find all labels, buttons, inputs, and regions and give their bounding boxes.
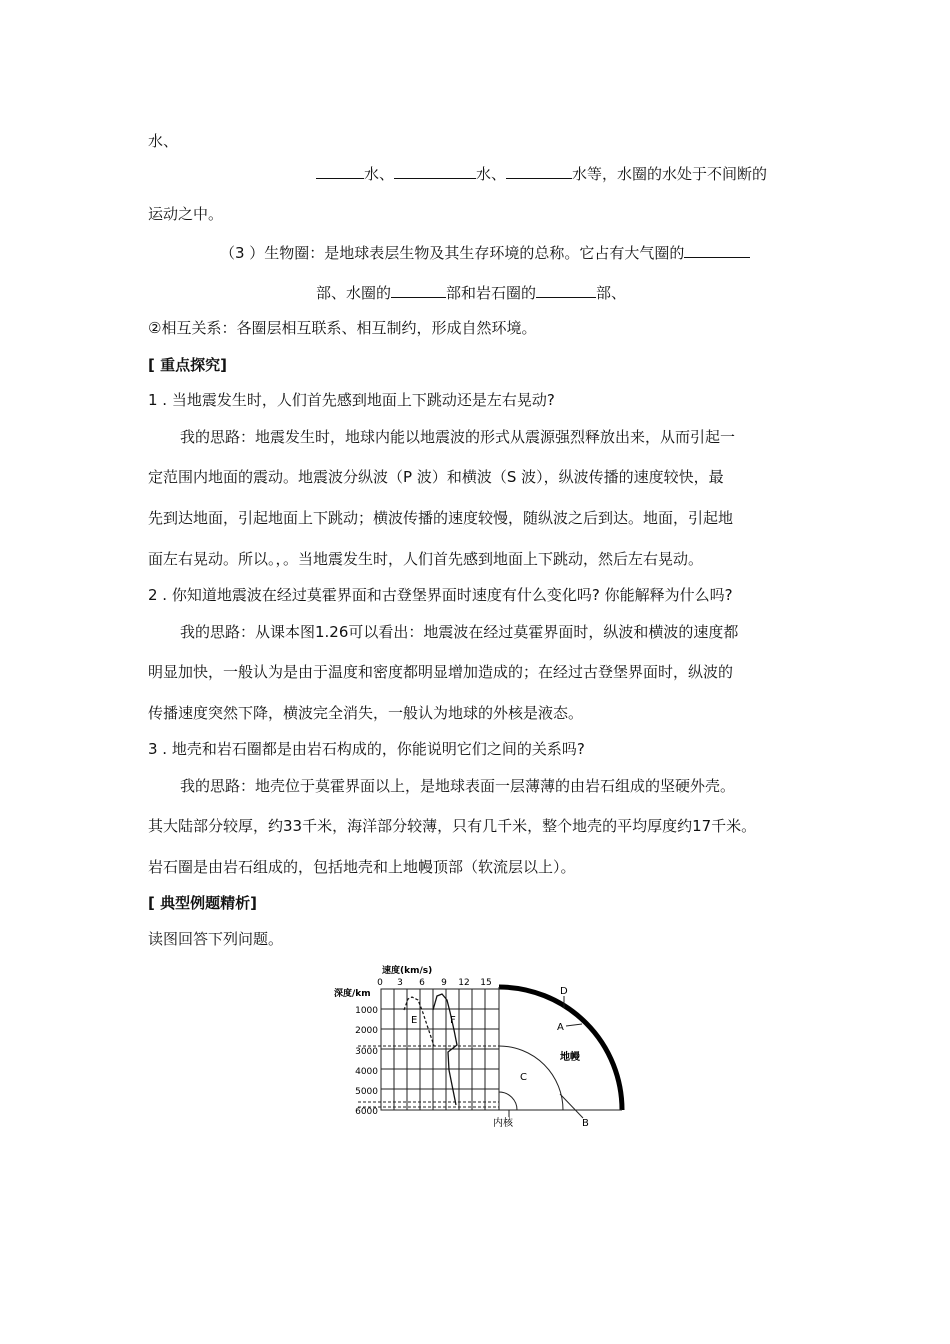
inner-core-boundary: [499, 1092, 517, 1110]
blank-line: [391, 283, 446, 298]
blank-line: [506, 164, 572, 179]
text-line: 水、: [148, 132, 179, 150]
question: 3 . 地壳和岩石圈都是由岩石构成的，你能说明它们之间的关系吗?: [148, 740, 585, 758]
depth-axis-label: 深度/km: [334, 989, 371, 999]
question: 1 . 当地震发生时，人们首先感到地面上下跳动还是左右晃动?: [148, 391, 555, 409]
speed-tick: 12: [458, 978, 470, 988]
earth-interior-diagram: [330, 960, 640, 1135]
text-line-with-blanks: （3 ）生物圈：是地球表层生物及其生存环境的总称。它占有大气圈的: [220, 243, 750, 263]
question-prompt: 读图回答下列问题。: [148, 930, 284, 948]
mantle-label: 地幔: [560, 1052, 580, 1063]
blank-line: [684, 243, 750, 258]
text-line-with-blanks: 部、水圈的 部和岩石圈的 部、: [316, 284, 627, 302]
speed-tick: 6: [419, 978, 425, 988]
answer-line: 定范围内地面的震动。地震波分纵波（P 波）和横波（S 波），纵波传播的速度较快，最: [148, 468, 724, 486]
answer-line: 面左右晃动。所以。，。当地震发生时，人们首先感到地面上下跳动，然后左右晃动。: [148, 550, 704, 568]
blank-line: [536, 283, 596, 298]
label-c: C: [520, 1072, 527, 1083]
label-f: F: [450, 1015, 456, 1026]
answer-line: 明显加快，一般认为是由于温度和密度都明显增加造成的；在经过古登堡界面时，纵波的: [148, 663, 734, 681]
wave-curve-e: [404, 997, 434, 1046]
label-d: D: [560, 986, 568, 997]
label-e: E: [411, 1015, 418, 1026]
label-b: B: [582, 1118, 589, 1129]
answer-line: 岩石圈是由岩石组成的，包括地壳和上地幔顶部（软流层以上）。: [148, 858, 576, 876]
depth-tick: 4000: [355, 1067, 378, 1077]
depth-tick: 1000: [355, 1006, 378, 1016]
pointer-a: [566, 1024, 582, 1026]
speed-tick: 9: [441, 978, 447, 988]
depth-tick: 2000: [355, 1026, 378, 1036]
speed-axis-label: 速度(km/s): [382, 966, 433, 976]
outer-core-boundary: [499, 1046, 563, 1110]
answer-line: 我的思路：地震发生时，地球内能以地震波的形式从震源强烈释放出来，从而引起一: [180, 428, 736, 446]
speed-tick: 0: [377, 978, 383, 988]
depth-tick: 3000: [355, 1047, 378, 1057]
answer-line: 我的思路：地壳位于莫霍界面以上，是地球表面一层薄薄的由岩石组成的坚硬外壳。: [180, 777, 736, 795]
depth-tick: 5000: [355, 1087, 378, 1097]
label-a: A: [557, 1022, 564, 1033]
text-line: 运动之中。: [148, 205, 224, 223]
blank-line: [394, 164, 476, 179]
blank-line: [316, 164, 364, 179]
speed-tick: 3: [397, 978, 403, 988]
answer-line: 先到达地面，引起地面上下跳动；横波传播的速度较慢，随纵波之后到达。地面，引起地: [148, 509, 734, 527]
answer-line: 我的思路：从课本图1.26可以看出：地震波在经过莫霍界面时，纵波和横波的速度都: [180, 623, 739, 641]
answer-line: 其大陆部分较厚，约33千米，海洋部分较薄，只有几千米，整个地壳的平均厚度约17千米。: [148, 817, 757, 835]
grid: [381, 989, 499, 1110]
speed-tick: 15: [480, 978, 492, 988]
text-line: ②相互关系：各圈层相互联系、相互制约，形成自然环境。: [148, 319, 537, 337]
question: 2 . 你知道地震波在经过莫霍界面和古登堡界面时速度有什么变化吗? 你能解释为什么吗?: [148, 586, 733, 604]
depth-tick: 6000: [355, 1107, 378, 1117]
inner-core-label: 内核: [493, 1118, 513, 1129]
section-heading: [ 重点探究]: [148, 356, 227, 374]
text-line-with-blanks: 水、 水、 水等，水圈的水处于不间断的: [316, 164, 767, 184]
section-heading: [ 典型例题精析]: [148, 894, 257, 912]
answer-line: 传播速度突然下降，横波完全消失，一般认为地球的外核是液态。: [148, 704, 584, 722]
pointer-b: [560, 1094, 583, 1118]
